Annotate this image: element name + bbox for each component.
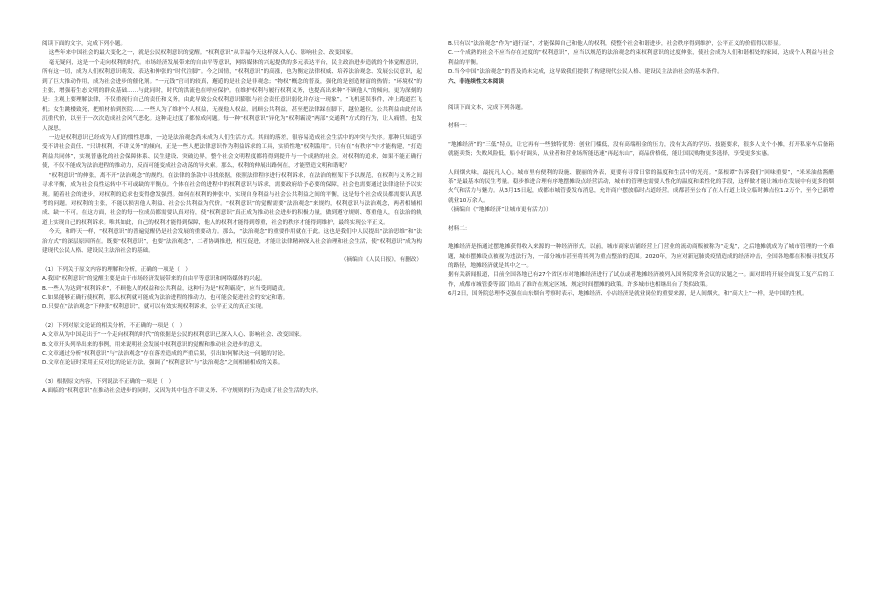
question-3-option-d: D.当今中国“法治观念”的普及尚未完成，这导致我们提供了构建现代公民人格、建设民主法治社会的基本条件。 <box>448 69 723 76</box>
spacer <box>448 160 834 169</box>
question-1-option-c: C.如果能够正确行使权利，那么权利就可能成为法治进程的推动力，也可能会促进社会的安定和谐。 <box>42 294 289 301</box>
spacer <box>42 369 422 378</box>
article-paragraph: 这些年来中国社会的最大变化之一，就是公民权利意识的觉醒。“权利意识”从幸福今天这样深入人心、影响社会、改变国家。 <box>48 50 357 57</box>
question-3-option-c: C.一个成熟的社会不应当存在过度的“权利意识”，应当以规范的法治观念约束权利意识的过度伸张，使社会成为人们和谐相处的家园，达成个人利益与社会利益的平衡。 <box>448 50 834 66</box>
question-2-option-a: A.文章从为中国走出于“一个走向权利的时代”的依据是公民的权利意识已深入人心、影响社会、改变国家。 <box>42 332 306 339</box>
material-1-label: 材料一： <box>448 123 471 130</box>
question-2-stem: （2）下列对原文论证的相关分析，不正确的一项是（ ） <box>42 322 186 329</box>
material-paragraph: 6月2日，国务院总理李克强在山东烟台考察时表示，地摊经济、小店经济是就业岗位的重要来源，是人间烟火，和“高大上”一样，是中国的生机。 <box>448 291 808 298</box>
spacer <box>448 216 834 225</box>
material-paragraph: 据有关新闻报道，目前全国各地已有27个省区市对地摊经济进行了试点或者地摊经济被列入国务院常务会议的议题之一。面对即将开展全面复工复产后的工作，成都市城管委等部门给出了准许在规定区域、规定时间摆摊的政策。许多城市也相继出台了类似政策。 <box>448 272 834 288</box>
article-paragraph: “权利意识”的伸张，离不开“法治观念”的规约。在法律的条款中寻找依据，依照法律程序进行权利诉求，在法治的框架下予以规范，在权利与义务之间寻求平衡，成为社会良性运转中不可或缺的平衡点。个体在社会的进程中的权利意识与诉求，需要政府给予必要的保障，社会也需要通过法律途径予以实现。随着社会的进步，对权利的追求也变得愈发强烈。如何在权利的伸张中，实现自身利益与社会公共利益之间的平衡，这是每个社会成员都需要认真思考的问题。对权利的主张，不能以损害他人利益、社会公共利益为代价。“权利意识”的觉醒需要“法治观念”来规约，权利意识与法治观念，两者相辅相成、缺一不可。在这方面，社会的每一位成员都需要认真对待，使“权利意识”真正成为推动社会进步的积极力量，做到遵守规则、尊重他人，在法治的轨道上实现自己的权利诉求。唯其如此，自己的权利才能得到保障，他人的权利才能得到尊重，社会的秩序才能得到维护，最终实现公平正义。 <box>42 172 422 226</box>
question-1-stem: （1）下列关于原文内容的理解和分析，正确的一项是（ ） <box>42 266 191 273</box>
question-2-option-c: C.文章通过分析“权利意识”与“法治观念”存在落差造成的严重后果，引出如何解决这一问题的讨论。 <box>42 351 289 357</box>
article-paragraph: 毫无疑问，这是一个走向权利的时代。市场经济发展带来的自由平等意识，网络媒体的兴起提供的多元表达平台，民主政治进步造就的个体觉醒意识，所有这一切，成为人们权利意识萌发、表达和伸张的“时代注脚”。今之国情，“权利意识”的高涨，也为衡定法律权威、培养法治观念、发展公民意识，起到了巨大推动作用，成为社会进步的催化剂。“一元钱”官司的较真，邂逅的是社会是非观念；“物权”概念的普及，强化的是创造财富的热情；“环境权”的主张，增强着生态文明的群众基础……与此同时，时代的洪流也在呼应保护。在维护权利与履行权利义务，也提高出来种“不顾他人”的倾向。更为深刻的是：主观上要理解法律，不仅重视行自己的责任和义务，由此导致公众权利意识膨胀与社会责任意识弱化并存这一现象”。“飞机延误事件，冲上跑道拦飞机；女生跳楼致死，把棺材抬到医院……一些人为了维护个人权益，无视他人权益，屑顾公共利益，甚至把法律踩在脚下，越位越位，公共利益由此付出沉重代价，以至于一次次造成社会风气恶化。这种走过度了都惊成问题。每一种“权利意识”异化为“权利霸凌”两部“交通利”方式的行为，让人痛惜，也发人深思。 <box>42 59 422 132</box>
material-paragraph: 人间烟火味，最抚凡人心。城市里有便利的设施、靓丽的外表，更要有寻常日常的温度和生活中的光亮。“菜根谭”告诉我们“回味重要”，“米米油盐酱醋茶”是最基本的民生考量。稳步推进合理有序地摆摊设点经营活动，城市的管理也需要人性化的温度和柔性化的手段，这样做才能让城市在发展中有更多的烟火气和活力与魅力。从3月15日起，成都市城管委发布消息，允许商户摆放临时占道经营。成都甚至公布了在人行道上设立临时摊点位1.2万个，至今已新增就业10万余人。 <box>448 169 834 204</box>
question-3-option-b: B.只有以“法治观念”作为“通行证”，才能保障自己和他人的权利，使整个社会和谐进步，社会秩序得到维护，公平正义的价值得以彰显。 <box>448 41 785 47</box>
spacer <box>448 132 834 141</box>
question-1-option-a: A.我国“权利意识”的觉醒主要是由于市场经济发展带来的自由平等意识和网络媒体的兴起。 <box>42 276 266 283</box>
spacer <box>448 87 834 104</box>
reading-intro-2: 阅读下面文本，完成下列各题。 <box>448 105 527 112</box>
material-2-label: 材料二： <box>448 225 471 232</box>
question-2-option-b: B.文章开头列举出来的事例，用来说明社会发展中权利意识的觉醒和推动社会进步的意义。 <box>42 341 266 348</box>
question-2-option-d: D.文章在论证时采用正反对比的论证方法，强调了“权利意识”与“法治观念”之间相辅相成的关系。 <box>42 360 284 367</box>
spacer <box>42 313 422 322</box>
right-column <box>448 40 834 300</box>
reading-intro: 阅读下面的文字，完成下列小题。 <box>42 41 126 47</box>
article-paragraph: 一边是权利意识已经成为人们的惯性思维，一边是法治观念尚未成为人们生活方式。其间的落差，很容易造成社会生活中的冲突与失序。那种只知道享受不讲社会责任、“只讲权利，不讲义务”的倾向，正是一些人把法律意识作为利益诉求的工具，实质性地“权利滥用”。只有在“有秩序”中才能构建，“打造利益共同体”，实现普惠化的社会保障体系、民生建设、突破边界，整个社会文明程度都将得到提升与一个成熟的社会。对权利的追求，如果不能正确行使，不仅不能成为法治进程的推动力，反而可能变成社会动荡的导火索。那么，权利的伸展出路何在，才能塑造文明和谐呢？ <box>42 135 422 170</box>
material-paragraph: 地摊经济是指通过摆地摊获得收入来源的一种经济形式。以前，城市商家店铺经营上门营业的流动商贩被称为“走鬼”，之后地摊就成为了城市管理的一个难题，城市摆摊设点被视为违法行为，一部分城市甚至将其列为重点整治的范围。2020年，为应对新冠肺炎疫情造成的经济冲击，全国各地都在积极寻找复苏的路径，地摊经济就是其中之一。 <box>448 244 834 269</box>
question-3-option-a: A.面临的“权利意识”在推动社会进步的同时，又因为其中包含不讲义务、不守规则的行为造成了社会生活的失序。 <box>42 388 322 395</box>
material-source: （摘编自《“地摊经济”让城市更有活力》） <box>448 207 552 214</box>
question-3-stem: （3）根据原文内容，下列说法不正确的一项是（ ） <box>42 378 175 385</box>
question-1-option-b: B.一些人为达到“权利诉求”，不顾他人的权益和公共利益，这种行为是“权利霸凌”，应当受到谴责。 <box>42 285 289 292</box>
question-1-option-d: D.只要在“法治观念”下伸张“权利意识”，就可以有效实现权利诉求，公平正义的真正实现。 <box>42 304 267 311</box>
article-paragraph: 今天，和昨天一样，“权利意识”的普遍觉醒仍是社会发展的重要动力。那么，“法治观念”的重要作用就在于此。这也是我们中人民提出“法治思维”和“法治方式”的深层原因所在。既要“权利意识”，也要“法治观念”，二者协调推进，相互促进，才能让法律精神深入社会治理和社会生活，使“权利意识”成为构建现代公民人格、建设民主法治社会的基础。 <box>42 229 422 254</box>
article-source: （摘编自《人民日报》，有删改） <box>340 257 422 264</box>
spacer <box>448 113 834 122</box>
section-heading: 六、非连续性文本阅读 <box>448 78 504 85</box>
material-paragraph: “地摊经济”的“三低”特点，让它再有一些独特优势：创业门槛低，没有高端租金的压力，没有太高的学历、技能要求，很多人支个小摊，打开私家车后备箱就能卖货；失败风险低，船小好调头，从业者和营业场所能迅速“再起东山”，商品价格低，能让国民购物更多选择，享受更多实惠。 <box>448 141 834 158</box>
left-column <box>42 40 422 397</box>
spacer <box>448 234 834 243</box>
